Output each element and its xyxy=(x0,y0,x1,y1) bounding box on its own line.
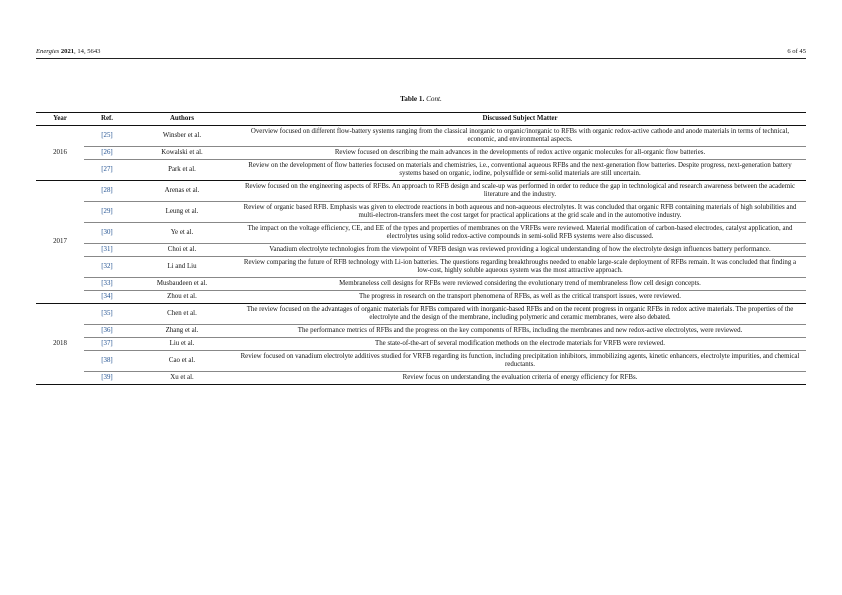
header-year: Year xyxy=(36,113,84,126)
header-ref: Ref. xyxy=(84,113,130,126)
authors-cell: Arenas et al. xyxy=(130,181,234,202)
table-row xyxy=(36,223,806,244)
table-row xyxy=(36,126,806,147)
subject-cell: Review on the development of flow batteries focused on materials and chemistries, i.e., conventional aqueous RFBs and the next-generation flow batteries. Despite progress, next-generation battery systems based on organic, iodine, polysulfide or semi-solid materials are still uncertain. xyxy=(234,160,806,181)
authors-cell: Leung et al. xyxy=(130,202,234,223)
journal-year: 2021 xyxy=(60,48,75,55)
journal-volume: , 14, 5643 xyxy=(74,48,101,55)
ref-link[interactable] xyxy=(84,160,130,181)
ref-link-text[interactable]: [36] xyxy=(101,327,113,334)
table-row xyxy=(36,278,806,291)
year-cell: 2017 xyxy=(36,181,84,304)
authors-cell: Liu et al. xyxy=(130,338,234,351)
ref-link-text[interactable]: [37] xyxy=(101,340,113,347)
subject-cell: The state-of-the-art of several modification methods on the electrode materials for VRFB were reviewed. xyxy=(234,338,806,351)
subject-cell: The progress in research on the transport phenomena of RFBs, as well as the critical transport issues, were reviewed. xyxy=(234,291,806,304)
authors-cell: Zhou et al. xyxy=(130,291,234,304)
ref-link-text[interactable]: [33] xyxy=(101,280,113,287)
ref-link-text[interactable]: [28] xyxy=(101,187,113,194)
table-caption xyxy=(0,95,842,103)
table-row xyxy=(36,257,806,278)
table-row xyxy=(36,291,806,304)
ref-link-text[interactable]: [31] xyxy=(101,246,113,253)
ref-link[interactable] xyxy=(84,223,130,244)
authors-cell: Musbaudeen et al. xyxy=(130,278,234,291)
ref-link-text[interactable]: [35] xyxy=(101,310,113,317)
subject-cell: Membraneless cell designs for RFBs were reviewed considering the evolutionary trend of membraneless flow cell design concepts. xyxy=(234,278,806,291)
ref-link[interactable] xyxy=(84,372,130,385)
ref-link[interactable] xyxy=(84,304,130,325)
table-row xyxy=(36,244,806,257)
journal-citation xyxy=(36,48,100,55)
ref-link[interactable] xyxy=(84,325,130,338)
ref-link-text[interactable]: [29] xyxy=(101,208,113,215)
table-row xyxy=(36,304,806,325)
journal-name: Energies xyxy=(36,48,60,55)
header-authors: Authors xyxy=(130,113,234,126)
ref-link[interactable] xyxy=(84,181,130,202)
ref-link-text[interactable]: [27] xyxy=(101,166,113,173)
subject-cell: Review focused on vanadium electrolyte additives studied for VRFB regarding its function, including precipitation inhibitors, immobilizing agents, kinetic enhancers, electrolyte impurities, and chemical reductants. xyxy=(234,351,806,372)
year-cell: 2018 xyxy=(36,304,84,385)
subject-cell: Review focused on describing the main advances in the developments of redox active organic molecules for all-organic flow batteries. xyxy=(234,147,806,160)
table-row xyxy=(36,147,806,160)
subject-cell: Review of organic based RFB. Emphasis was given to electrode reactions in both aqueous and non-aqueous electrolytes. It was concluded that organic RFB containing materials of high solubilities and multi-electron-transfers meet the cost target for practical applications at the grid scale and in the automotive industry. xyxy=(234,202,806,223)
subject-cell: Vanadium electrolyte technologies from the viewpoint of VRFB design was reviewed providing a logical understanding of how the electrolyte design influences battery performance. xyxy=(234,244,806,257)
authors-cell: Xu et al. xyxy=(130,372,234,385)
ref-link-text[interactable]: [32] xyxy=(101,263,113,270)
table-row xyxy=(36,325,806,338)
ref-link[interactable] xyxy=(84,126,130,147)
ref-link[interactable] xyxy=(84,338,130,351)
authors-cell: Choi et al. xyxy=(130,244,234,257)
authors-cell: Kowalski et al. xyxy=(130,147,234,160)
table-header-row xyxy=(36,113,806,126)
table-row xyxy=(36,160,806,181)
table-row xyxy=(36,202,806,223)
authors-cell: Park et al. xyxy=(130,160,234,181)
authors-cell: Cao et al. xyxy=(130,351,234,372)
ref-link[interactable] xyxy=(84,147,130,160)
page-number: 6 of 45 xyxy=(787,48,806,55)
authors-cell: Ye et al. xyxy=(130,223,234,244)
table-row xyxy=(36,338,806,351)
running-header xyxy=(36,48,806,59)
subject-cell: The review focused on the advantages of organic materials for RFBs compared with inorganic-based RFBs and on the recent progress in organic RFBs in redox active materials. The properties of the electrolyte and the design of the membrane, including polymeric and ceramic membranes, were also debated. xyxy=(234,304,806,325)
ref-link-text[interactable]: [39] xyxy=(101,374,113,381)
review-table xyxy=(36,112,806,385)
ref-link-text[interactable]: [34] xyxy=(101,293,113,300)
table-row xyxy=(36,372,806,385)
subject-cell: The performance metrics of RFBs and the progress on the key components of RFBs, including the membranes and new redox-active electrolytes, were reviewed. xyxy=(234,325,806,338)
ref-link-text[interactable]: [25] xyxy=(101,132,113,139)
ref-link[interactable] xyxy=(84,278,130,291)
ref-link[interactable] xyxy=(84,202,130,223)
ref-link-text[interactable]: [30] xyxy=(101,229,113,236)
subject-cell: Overview focused on different flow-battery systems ranging from the classical inorganic to organic/inorganic to RFBs with organic redox-active cathode and anode materials in terms of technical, economic, and environmental aspects. xyxy=(234,126,806,147)
authors-cell: Chen et al. xyxy=(130,304,234,325)
table-row xyxy=(36,181,806,202)
ref-link-text[interactable]: [38] xyxy=(101,357,113,364)
table-body xyxy=(36,126,806,385)
ref-link-text[interactable]: [26] xyxy=(101,149,113,156)
subject-cell: Review focused on the engineering aspects of RFBs. An approach to RFB design and scale-up was performed in order to reduce the gap in technological and research awareness between the academic literature and the industry. xyxy=(234,181,806,202)
subject-cell: Review comparing the future of RFB technology with Li-ion batteries. The questions regarding breakthroughs needed to enable large-scale deployment of RFBs remain. It was concluded that finding a low-cost, highly soluble aqueous system was the most attractive approach. xyxy=(234,257,806,278)
ref-link[interactable] xyxy=(84,351,130,372)
authors-cell: Li and Liu xyxy=(130,257,234,278)
authors-cell: Zhang et al. xyxy=(130,325,234,338)
ref-link[interactable] xyxy=(84,291,130,304)
header-subject: Discussed Subject Matter xyxy=(234,113,806,126)
ref-link[interactable] xyxy=(84,257,130,278)
authors-cell: Winsber et al. xyxy=(130,126,234,147)
ref-link[interactable] xyxy=(84,244,130,257)
table-label: Table 1. xyxy=(400,95,425,103)
subject-cell: The impact on the voltage efficiency, CE, and EE of the types and properties of membranes on the VRFBs were reviewed. Material modification of carbon-based electrodes, catalyst application, and electrolytes using solid redox-active compounds in semi-solid RFB systems were also discussed. xyxy=(234,223,806,244)
subject-cell: Review focus on understanding the evaluation criteria of energy efficiency for RFBs. xyxy=(234,372,806,385)
year-cell: 2016 xyxy=(36,126,84,181)
table-cont: Cont. xyxy=(426,95,442,103)
table-row xyxy=(36,351,806,372)
